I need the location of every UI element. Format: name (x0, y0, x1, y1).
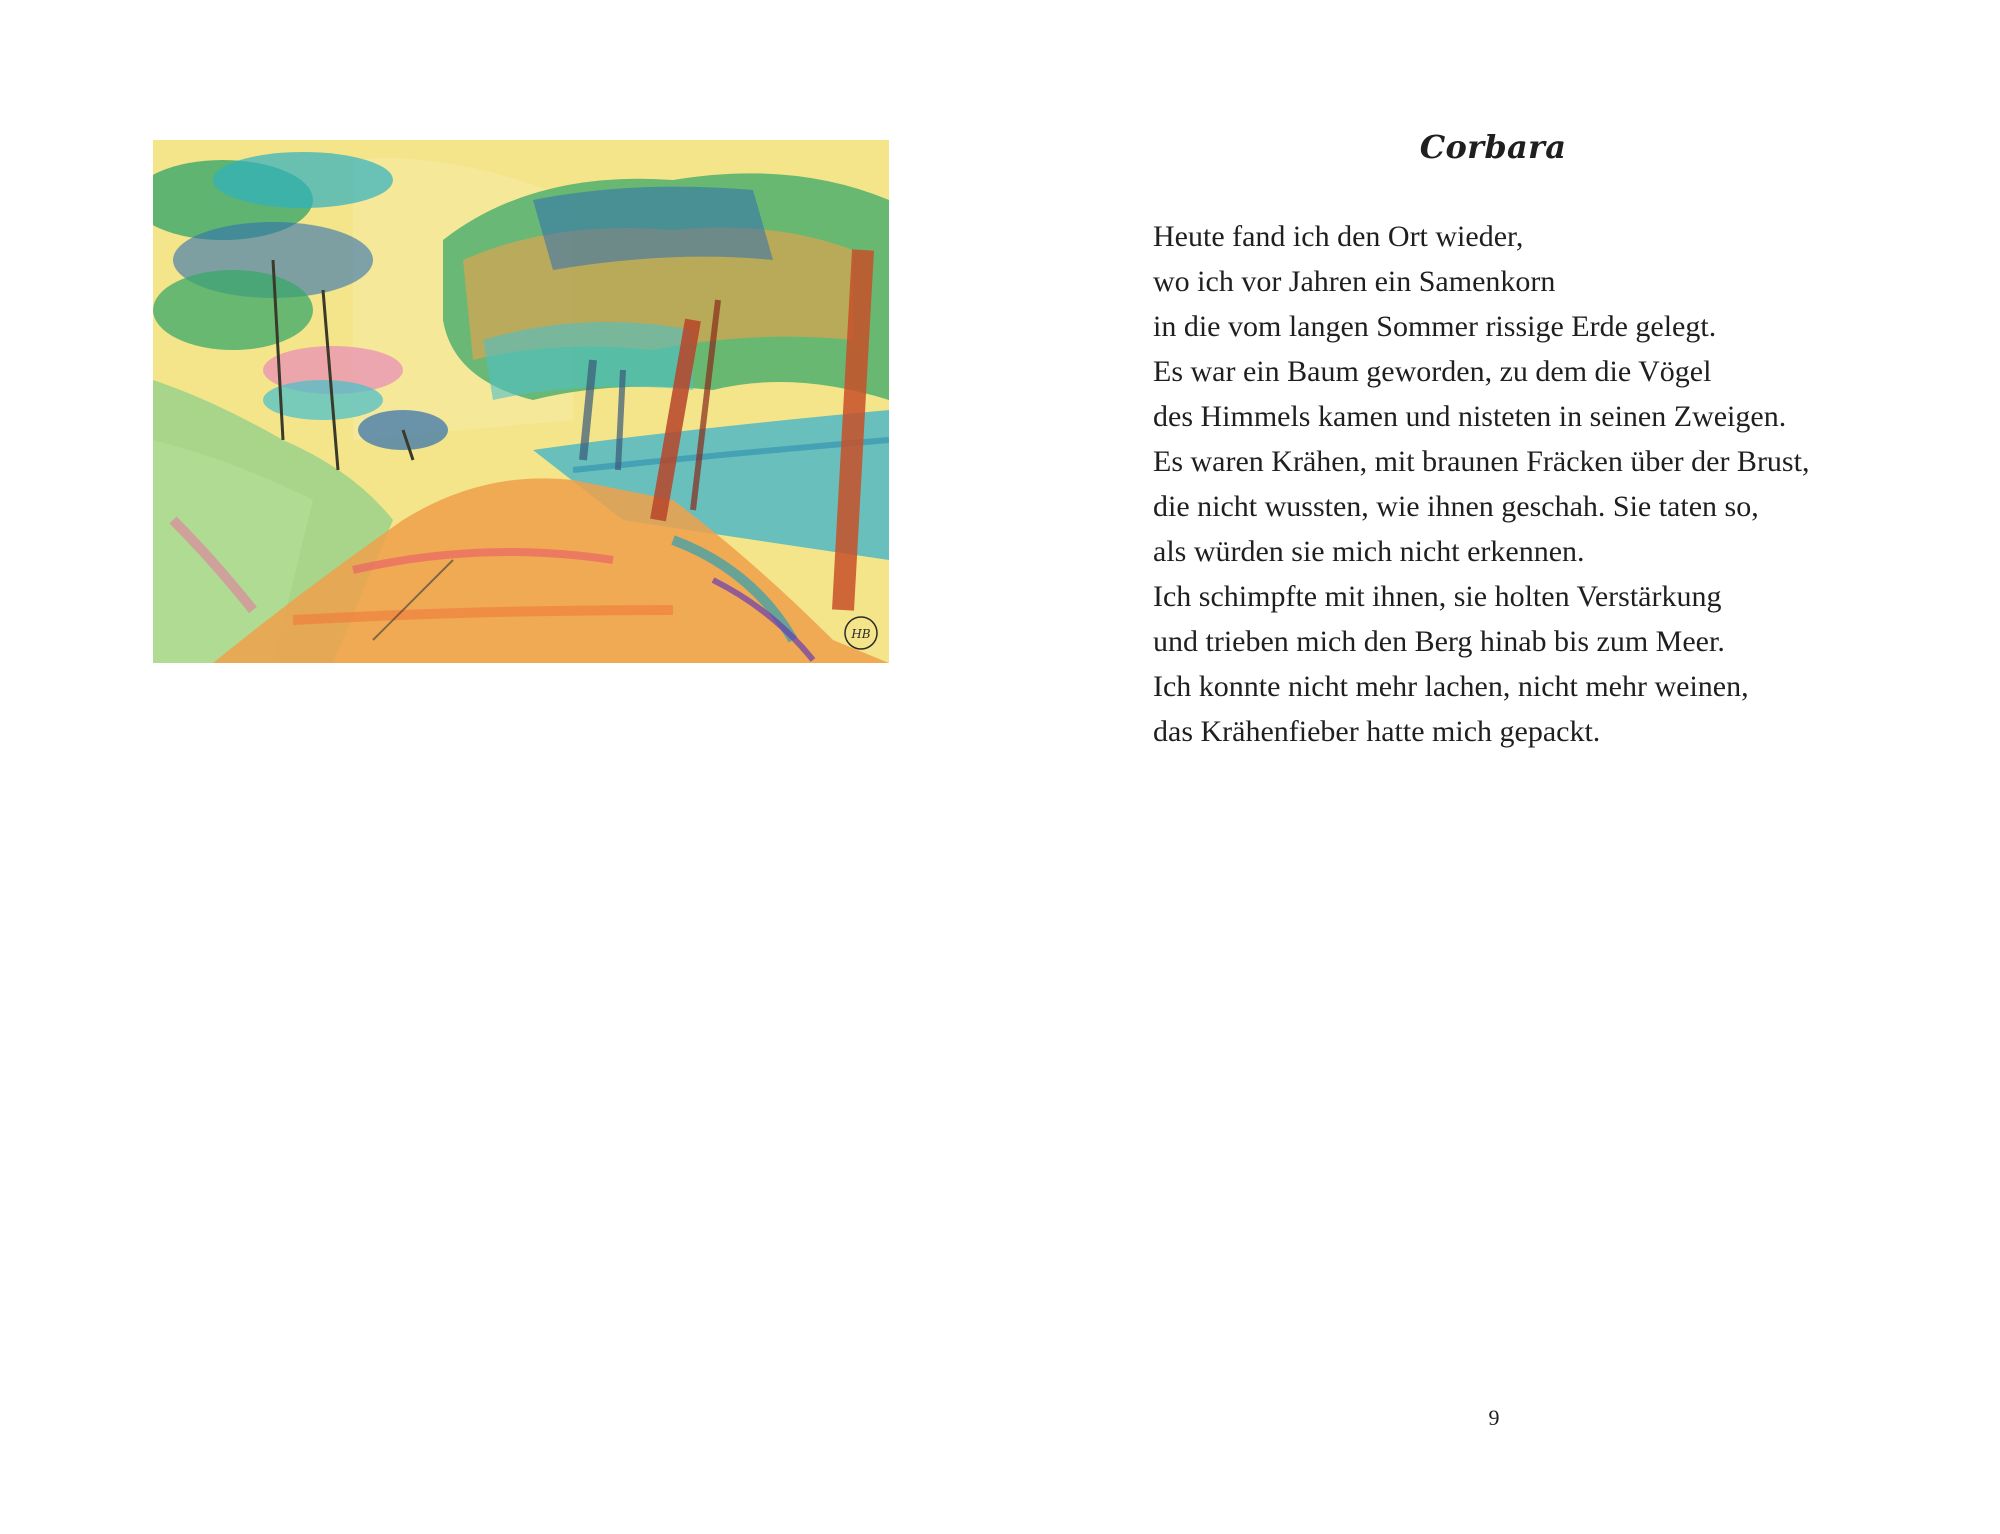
poem-line: Ich schimpfte mit ihnen, sie holten Verstärkung (1153, 580, 1722, 613)
poem-line: Heute fand ich den Ort wieder, (1153, 220, 1524, 253)
poem-line: und trieben mich den Berg hinab bis zum Meer. (1153, 625, 1725, 658)
poem-line: das Krähenfieber hatte mich gepackt. (1153, 715, 1601, 748)
poem-line: die nicht wussten, wie ihnen geschah. Sie taten so, (1153, 490, 1759, 523)
poem-title: Corbara (1419, 128, 1567, 166)
poem-line: Es war ein Baum geworden, zu dem die Vögel (1153, 355, 1712, 388)
landscape-illustration (153, 140, 889, 663)
pastel-drawing (153, 140, 889, 663)
svg-text:HB: HB (851, 627, 871, 641)
poem-lines (1153, 214, 1873, 754)
poem (1153, 128, 1873, 754)
poem-line: des Himmels kamen und nisteten in seinen Zweigen. (1153, 400, 1787, 433)
poem-line: wo ich vor Jahren ein Samenkorn (1153, 265, 1556, 298)
page-number: 9 (1488, 1405, 1500, 1430)
poem-line: als würden sie mich nicht erkennen. (1153, 535, 1585, 568)
poem-line: in die vom langen Sommer rissige Erde gelegt. (1153, 310, 1717, 343)
poem-line: Ich konnte nicht mehr lachen, nicht mehr weinen, (1153, 670, 1749, 703)
poem-line: Es waren Krähen, mit braunen Fräcken über der Brust, (1153, 445, 1810, 478)
